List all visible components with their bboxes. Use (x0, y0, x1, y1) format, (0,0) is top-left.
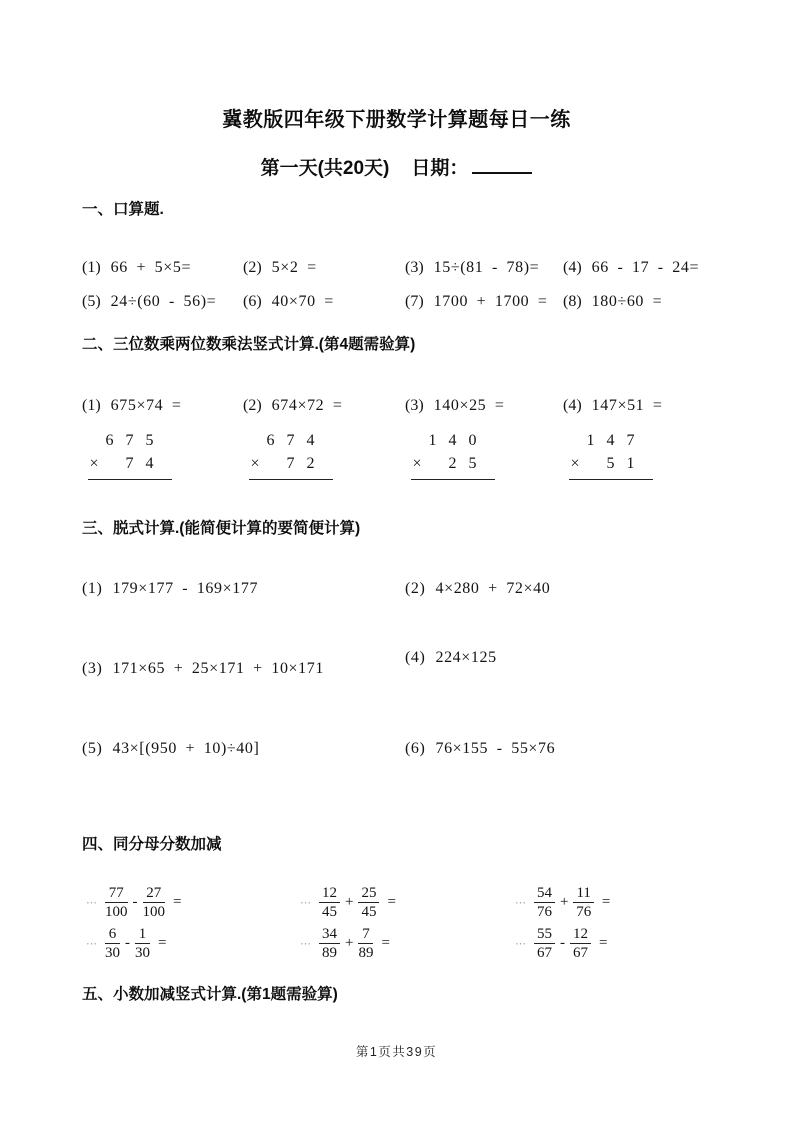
multiplicand-row (249, 429, 333, 452)
mult-problem (82, 397, 243, 415)
multiplicand-row (569, 429, 653, 452)
problem-number: (4) (563, 259, 582, 276)
section-5-heading: 五、小数加减竖式计算.(第1题需验算) (82, 986, 338, 1003)
multiplier-row (411, 452, 495, 475)
dots-marker: ⋯ (300, 897, 310, 909)
times-sign: × (412, 455, 422, 472)
digit: 4 (448, 432, 457, 449)
mult-problem (563, 397, 663, 415)
equals-sign: = (387, 894, 396, 910)
fraction (534, 885, 555, 920)
operator: - (132, 894, 138, 910)
fraction (358, 926, 373, 961)
digit: 2 (448, 455, 457, 472)
digit: 6 (266, 432, 275, 449)
problem-expression: 15÷(81 - 78)= (433, 259, 540, 276)
section-2-heading: 二、三位数乘两位数乘法竖式计算.(第4题需验算) (82, 336, 416, 353)
problem-expression: 5×2 = (271, 259, 317, 276)
equals-sign: = (158, 935, 167, 951)
denominator: 45 (322, 904, 337, 920)
problem-expression: 674×72 = (271, 397, 343, 414)
digit: 7 (286, 455, 295, 472)
fraction (319, 926, 340, 961)
times-sign: × (89, 455, 99, 472)
problem-expression: 4×280 + 72×40 (435, 580, 551, 597)
mult-problem (243, 397, 405, 415)
fraction (534, 926, 555, 961)
numerator: 27 (143, 885, 166, 903)
fraction (573, 885, 593, 920)
fraction-problem (300, 885, 396, 920)
vertical-multiplication (569, 429, 653, 480)
problem-number: (3) (82, 660, 103, 677)
oral-problem (405, 293, 563, 327)
problem-expression: 24÷(60 - 56)= (110, 293, 217, 310)
problem-expression: 66 + 5×5= (110, 259, 192, 276)
digit: 2 (306, 455, 315, 472)
dots-marker: ⋯ (515, 897, 525, 909)
problem-number: (3) (405, 397, 424, 414)
tuoshi-problem (405, 580, 550, 598)
date-blank-line (472, 159, 532, 174)
fraction-problem (86, 926, 166, 961)
denominator: 45 (361, 904, 377, 920)
denominator: 30 (105, 945, 120, 961)
denominator: 67 (573, 945, 588, 961)
numerator: 25 (358, 885, 379, 903)
fraction (105, 885, 128, 920)
digit: 7 (626, 432, 635, 449)
fraction (135, 926, 150, 961)
oral-problem (243, 293, 405, 327)
denominator: 76 (537, 904, 552, 920)
multiplier-row (249, 452, 333, 475)
fraction-problem (515, 926, 607, 961)
numerator: 54 (534, 885, 555, 903)
times-sign: × (250, 455, 260, 472)
denominator: 89 (322, 945, 337, 961)
digit: 5 (468, 455, 477, 472)
tuoshi-problem (82, 580, 258, 598)
numerator: 12 (570, 926, 591, 944)
problem-number: (4) (563, 397, 582, 414)
operator: + (345, 935, 354, 951)
digit: 0 (468, 432, 477, 449)
problem-expression: 224×125 (435, 649, 497, 666)
digit: 5 (145, 432, 154, 449)
problem-expression: 675×74 = (110, 397, 182, 414)
problem-expression: 43×[(950 + 10)÷40] (112, 740, 260, 757)
denominator: 89 (358, 945, 374, 961)
equals-sign: = (599, 935, 608, 951)
fraction-problem (300, 926, 390, 961)
fraction (105, 926, 120, 961)
numerator: 12 (319, 885, 340, 903)
oral-problem (563, 259, 699, 293)
problem-number: (6) (243, 293, 262, 310)
fraction-problem (86, 885, 181, 920)
denominator: 30 (135, 945, 150, 961)
numerator: 34 (319, 926, 340, 944)
mult-problem (405, 397, 563, 415)
operator: + (345, 894, 354, 910)
vertical-multiplication (411, 429, 495, 480)
equals-sign: = (173, 894, 182, 910)
oral-problem (243, 259, 405, 293)
denominator: 67 (537, 945, 552, 961)
problem-expression: 1700 + 1700 = (433, 293, 548, 310)
problem-number: (1) (82, 397, 101, 414)
times-sign: × (570, 455, 580, 472)
digit: 7 (125, 455, 134, 472)
numerator: 11 (573, 885, 593, 903)
multiplicand-row (411, 429, 495, 452)
problem-expression: 140×25 = (433, 397, 505, 414)
numerator: 77 (105, 885, 128, 903)
oral-problem (563, 293, 699, 327)
digit: 5 (606, 455, 615, 472)
digit: 4 (145, 455, 154, 472)
denominator: 76 (576, 904, 592, 920)
problem-number: (6) (405, 740, 426, 757)
problem-expression: 179×177 - 169×177 (112, 580, 259, 597)
multiplier-row (88, 452, 172, 475)
digit: 4 (306, 432, 315, 449)
numerator: 1 (135, 926, 150, 944)
fraction (143, 885, 166, 920)
problem-expression: 40×70 = (271, 293, 334, 310)
tuoshi-problem (82, 660, 324, 678)
doc-subtitle (0, 153, 793, 180)
equals-sign: = (601, 894, 611, 910)
section-4-heading: 四、同分母分数加减 (82, 836, 222, 853)
subtitle-date-label: 日期： (411, 158, 469, 179)
numerator: 6 (105, 926, 120, 944)
dots-marker: ⋯ (515, 938, 525, 950)
problem-number: (5) (82, 293, 101, 310)
page-footer: 第1页共39页 (355, 1045, 438, 1059)
oral-problem (405, 259, 563, 293)
tuoshi-problem (405, 740, 555, 758)
fraction (570, 926, 591, 961)
problem-number: (3) (405, 259, 424, 276)
dots-marker: ⋯ (300, 938, 310, 950)
numerator: 7 (358, 926, 373, 944)
tuoshi-problem (82, 740, 259, 758)
operator: - (560, 935, 565, 951)
subtitle-day: 第一天(共20天) (260, 158, 390, 179)
operator: - (125, 935, 130, 951)
equals-sign: = (381, 935, 390, 951)
digit: 4 (606, 432, 615, 449)
oral-problems-grid (82, 259, 699, 327)
digit: 7 (286, 432, 295, 449)
vertical-multiplication (88, 429, 172, 480)
problem-number: (8) (563, 293, 582, 310)
problem-number: (7) (405, 293, 424, 310)
dots-marker: ⋯ (86, 938, 96, 950)
denominator: 100 (105, 904, 128, 920)
fraction-problem (515, 885, 610, 920)
problem-number: (1) (82, 259, 101, 276)
multiplier-row (569, 452, 653, 475)
oral-problem (82, 259, 243, 293)
problem-number: (2) (243, 397, 262, 414)
problem-expression: 66 - 17 - 24= (591, 259, 700, 276)
multiplicand-row (88, 429, 172, 452)
problem-expression: 180÷60 = (591, 293, 663, 310)
problem-number: (2) (405, 580, 426, 597)
problem-number: (2) (243, 259, 262, 276)
problem-expression: 147×51 = (591, 397, 663, 414)
problem-number: (5) (82, 740, 103, 757)
fraction (358, 885, 379, 920)
numerator: 55 (534, 926, 555, 944)
doc-title: 冀教版四年级下册数学计算题每日一练 (222, 109, 571, 131)
operator: + (560, 894, 569, 910)
tuoshi-problem (405, 649, 497, 667)
section-1-heading: 一、口算题. (82, 201, 164, 218)
digit: 1 (428, 432, 437, 449)
problem-expression: 76×155 - 55×76 (435, 740, 556, 757)
section-3-heading: 三、脱式计算.(能简便计算的要简便计算) (82, 520, 361, 537)
digit: 6 (105, 432, 114, 449)
digit: 1 (626, 455, 635, 472)
digit: 1 (586, 432, 595, 449)
problem-expression: 171×65 + 25×171 + 10×171 (112, 660, 324, 677)
oral-problem (82, 293, 243, 327)
problem-number: (1) (82, 580, 103, 597)
denominator: 100 (142, 904, 165, 920)
vertical-multiplication (249, 429, 333, 480)
digit: 7 (125, 432, 134, 449)
fraction (319, 885, 340, 920)
multiplication-problems-row (82, 397, 663, 415)
dots-marker: ⋯ (86, 897, 96, 909)
problem-number: (4) (405, 649, 426, 666)
